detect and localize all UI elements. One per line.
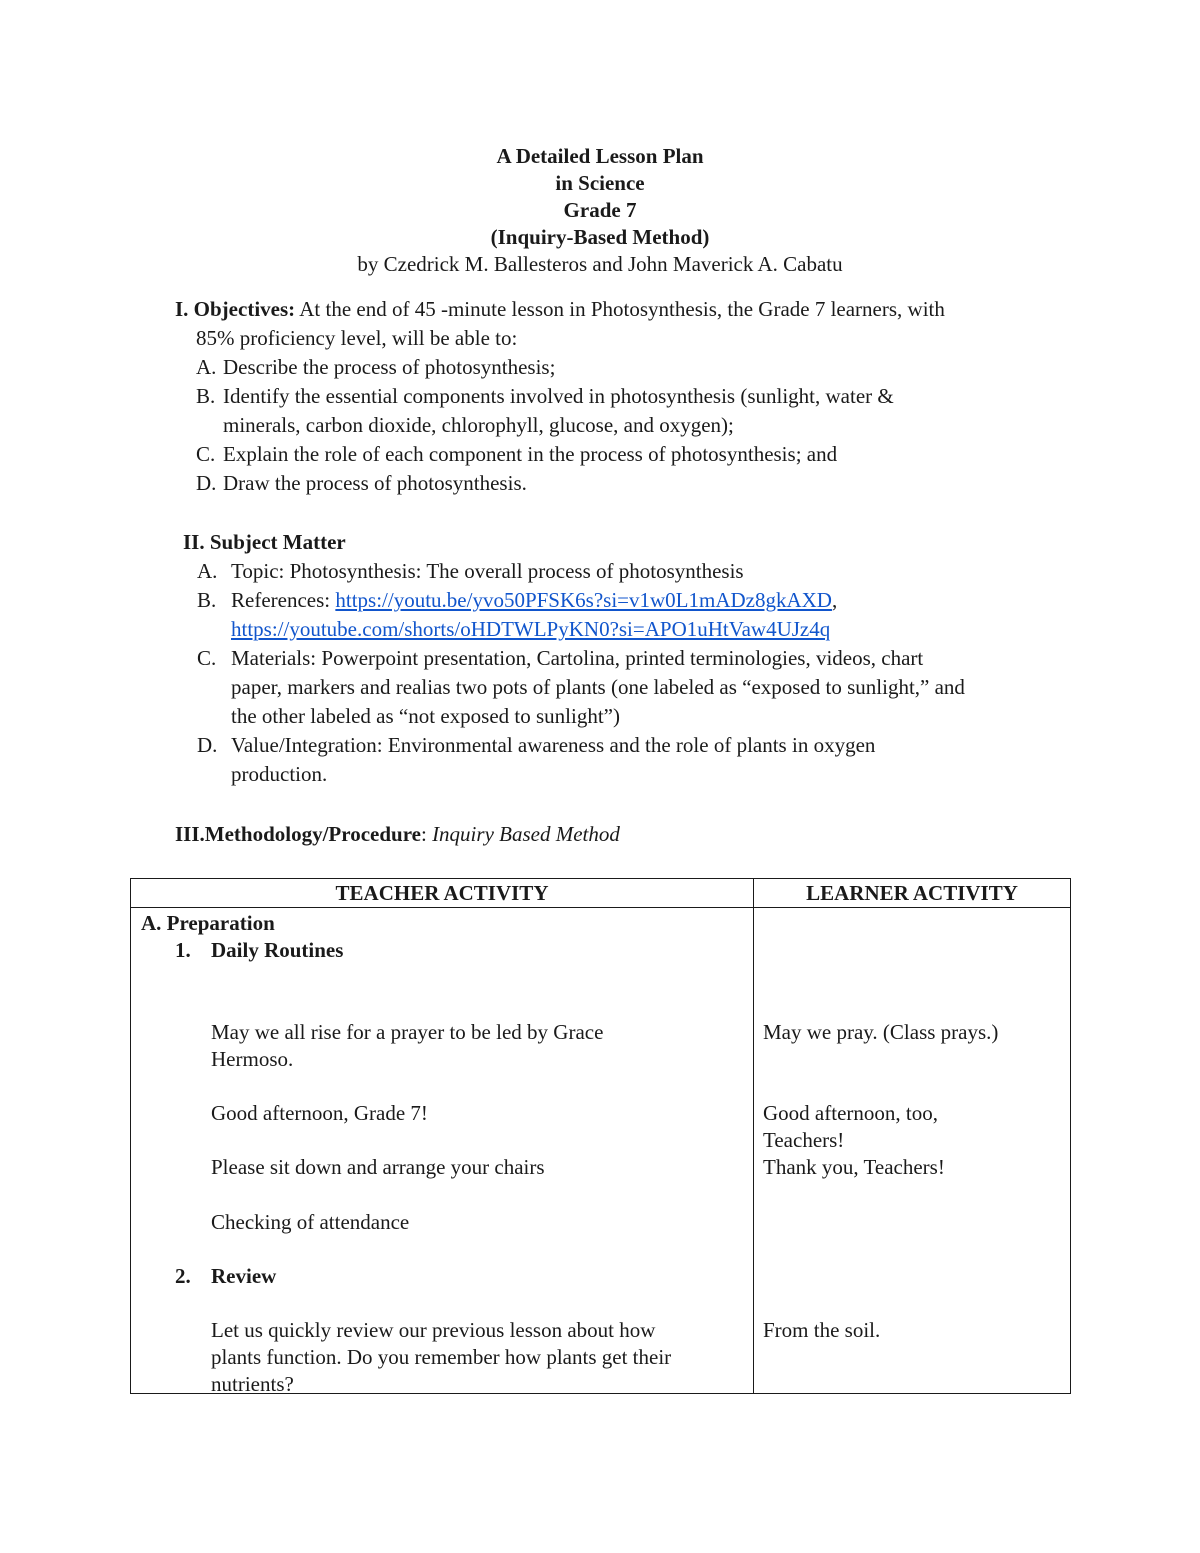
subject-item-references-continued	[183, 615, 1083, 644]
teacher-prayer-line-1: May we all rise for a prayer to be led by Grace	[211, 1020, 604, 1044]
objective-marker: A.	[196, 355, 217, 379]
objective-item-continued	[175, 411, 1075, 440]
teacher-activity-cell	[131, 908, 754, 1394]
teacher-review-line-2: plants function. Do you remember how plants get their	[211, 1345, 672, 1369]
materials-text-2: paper, markers and realias two pots of plants (one labeled as “exposed to sunlight,” and	[231, 675, 965, 699]
reference-link-1[interactable]: https://youtu.be/yvo50PFSK6s?si=v1w0L1mADz8gkAXD	[335, 588, 832, 612]
step-title-review: Review	[211, 1264, 277, 1288]
subject-matter-section	[183, 528, 1083, 789]
objective-text: Draw the process of photosynthesis.	[223, 471, 527, 495]
objective-marker: B.	[196, 384, 216, 408]
subject-marker: B.	[197, 588, 217, 612]
subject-item-value	[183, 731, 1083, 760]
subject-matter-heading: II. Subject Matter	[183, 530, 346, 554]
procedure-table	[130, 878, 1071, 1394]
references-line-1	[231, 586, 837, 615]
methodology-colon: :	[420, 822, 433, 846]
subject-marker: A.	[197, 559, 218, 583]
objectives-intro-line-2: 85% proficiency level, will be able to:	[196, 326, 518, 350]
teacher-review-line-3: nutrients?	[211, 1372, 294, 1396]
step-number: 1.	[175, 938, 191, 962]
objective-item	[175, 440, 1075, 469]
title-line-1: A Detailed Lesson Plan	[496, 144, 704, 168]
table-header-row	[131, 879, 1071, 908]
learner-pray: May we pray. (Class prays.)	[763, 1020, 999, 1044]
references-label: References:	[231, 588, 336, 612]
document-header	[0, 143, 1200, 278]
objective-text: minerals, carbon dioxide, chlorophyll, glucose, and oxygen);	[223, 413, 734, 437]
materials-text-3: the other labeled as “not exposed to sunlight”)	[231, 704, 620, 728]
subject-item-value-continued	[183, 760, 1083, 789]
reference-separator: ,	[831, 588, 838, 612]
teacher-activity-header: TEACHER ACTIVITY	[131, 879, 754, 908]
teacher-attendance: Checking of attendance	[211, 1210, 410, 1234]
subject-item-materials	[183, 644, 1083, 673]
methodology-section	[175, 820, 1075, 849]
objective-item	[175, 469, 1075, 498]
objectives-heading: I. Objectives:	[175, 297, 296, 321]
step-title-daily-routines: Daily Routines	[211, 938, 344, 962]
objective-marker: D.	[196, 471, 217, 495]
methodology-heading: III.Methodology/Procedure	[175, 822, 421, 846]
learner-thanks: Thank you, Teachers!	[763, 1155, 945, 1179]
subject-item-references	[183, 586, 1083, 615]
teacher-greeting: Good afternoon, Grade 7!	[211, 1101, 428, 1125]
subject-marker: D.	[197, 733, 218, 757]
learner-greeting-line-2: Teachers!	[763, 1128, 845, 1152]
subject-topic-text: Topic: Photosynthesis: The overall process of photosynthesis	[231, 559, 744, 583]
title-line-4: (Inquiry-Based Method)	[490, 225, 710, 249]
objective-item	[175, 353, 1075, 382]
learner-greeting-line-1: Good afternoon, too,	[763, 1101, 938, 1125]
title-line-2: in Science	[555, 171, 645, 195]
objective-text: Describe the process of photosynthesis;	[223, 355, 556, 379]
subject-marker: C.	[197, 646, 217, 670]
objective-item	[175, 382, 1075, 411]
teacher-review-line-1: Let us quickly review our previous lesson about how	[211, 1318, 656, 1342]
learner-activity-cell	[754, 908, 1071, 1394]
learner-activity-header: LEARNER ACTIVITY	[754, 879, 1071, 908]
title-line-3: Grade 7	[563, 198, 637, 222]
methodology-line	[175, 820, 1075, 849]
methodology-method: Inquiry Based Method	[432, 822, 620, 846]
teacher-prayer-line-2: Hermoso.	[211, 1047, 294, 1071]
learner-answer-soil: From the soil.	[763, 1318, 881, 1342]
objectives-section	[175, 295, 1075, 498]
objectives-intro-text-1: At the end of 45 -minute lesson in Photosynthesis, the Grade 7 learners, with	[299, 297, 945, 321]
objectives-intro-line-1	[175, 295, 1075, 324]
objective-text: Explain the role of each component in the process of photosynthesis; and	[223, 442, 838, 466]
objective-text: Identify the essential components involved in photosynthesis (sunlight, water &	[223, 384, 894, 408]
authors-line: by Czedrick M. Ballesteros and John Maverick A. Cabatu	[357, 252, 843, 276]
section-preparation: A. Preparation	[141, 911, 275, 935]
value-text-2: production.	[231, 762, 328, 786]
objective-marker: C.	[196, 442, 216, 466]
table-row	[131, 908, 1071, 1394]
subject-item-materials-continued	[183, 673, 1083, 702]
teacher-sit-down: Please sit down and arrange your chairs	[211, 1155, 545, 1179]
materials-text-1: Materials: Powerpoint presentation, Cartolina, printed terminologies, videos, chart	[231, 646, 924, 670]
subject-item-materials-continued	[183, 702, 1083, 731]
reference-link-2[interactable]: https://youtube.com/shorts/oHDTWLPyKN0?si=APO1uHtVaw4UJz4q	[231, 617, 831, 641]
step-number: 2.	[175, 1264, 191, 1288]
subject-item-topic	[183, 557, 1083, 586]
value-text-1: Value/Integration: Environmental awareness and the role of plants in oxygen	[231, 733, 876, 757]
